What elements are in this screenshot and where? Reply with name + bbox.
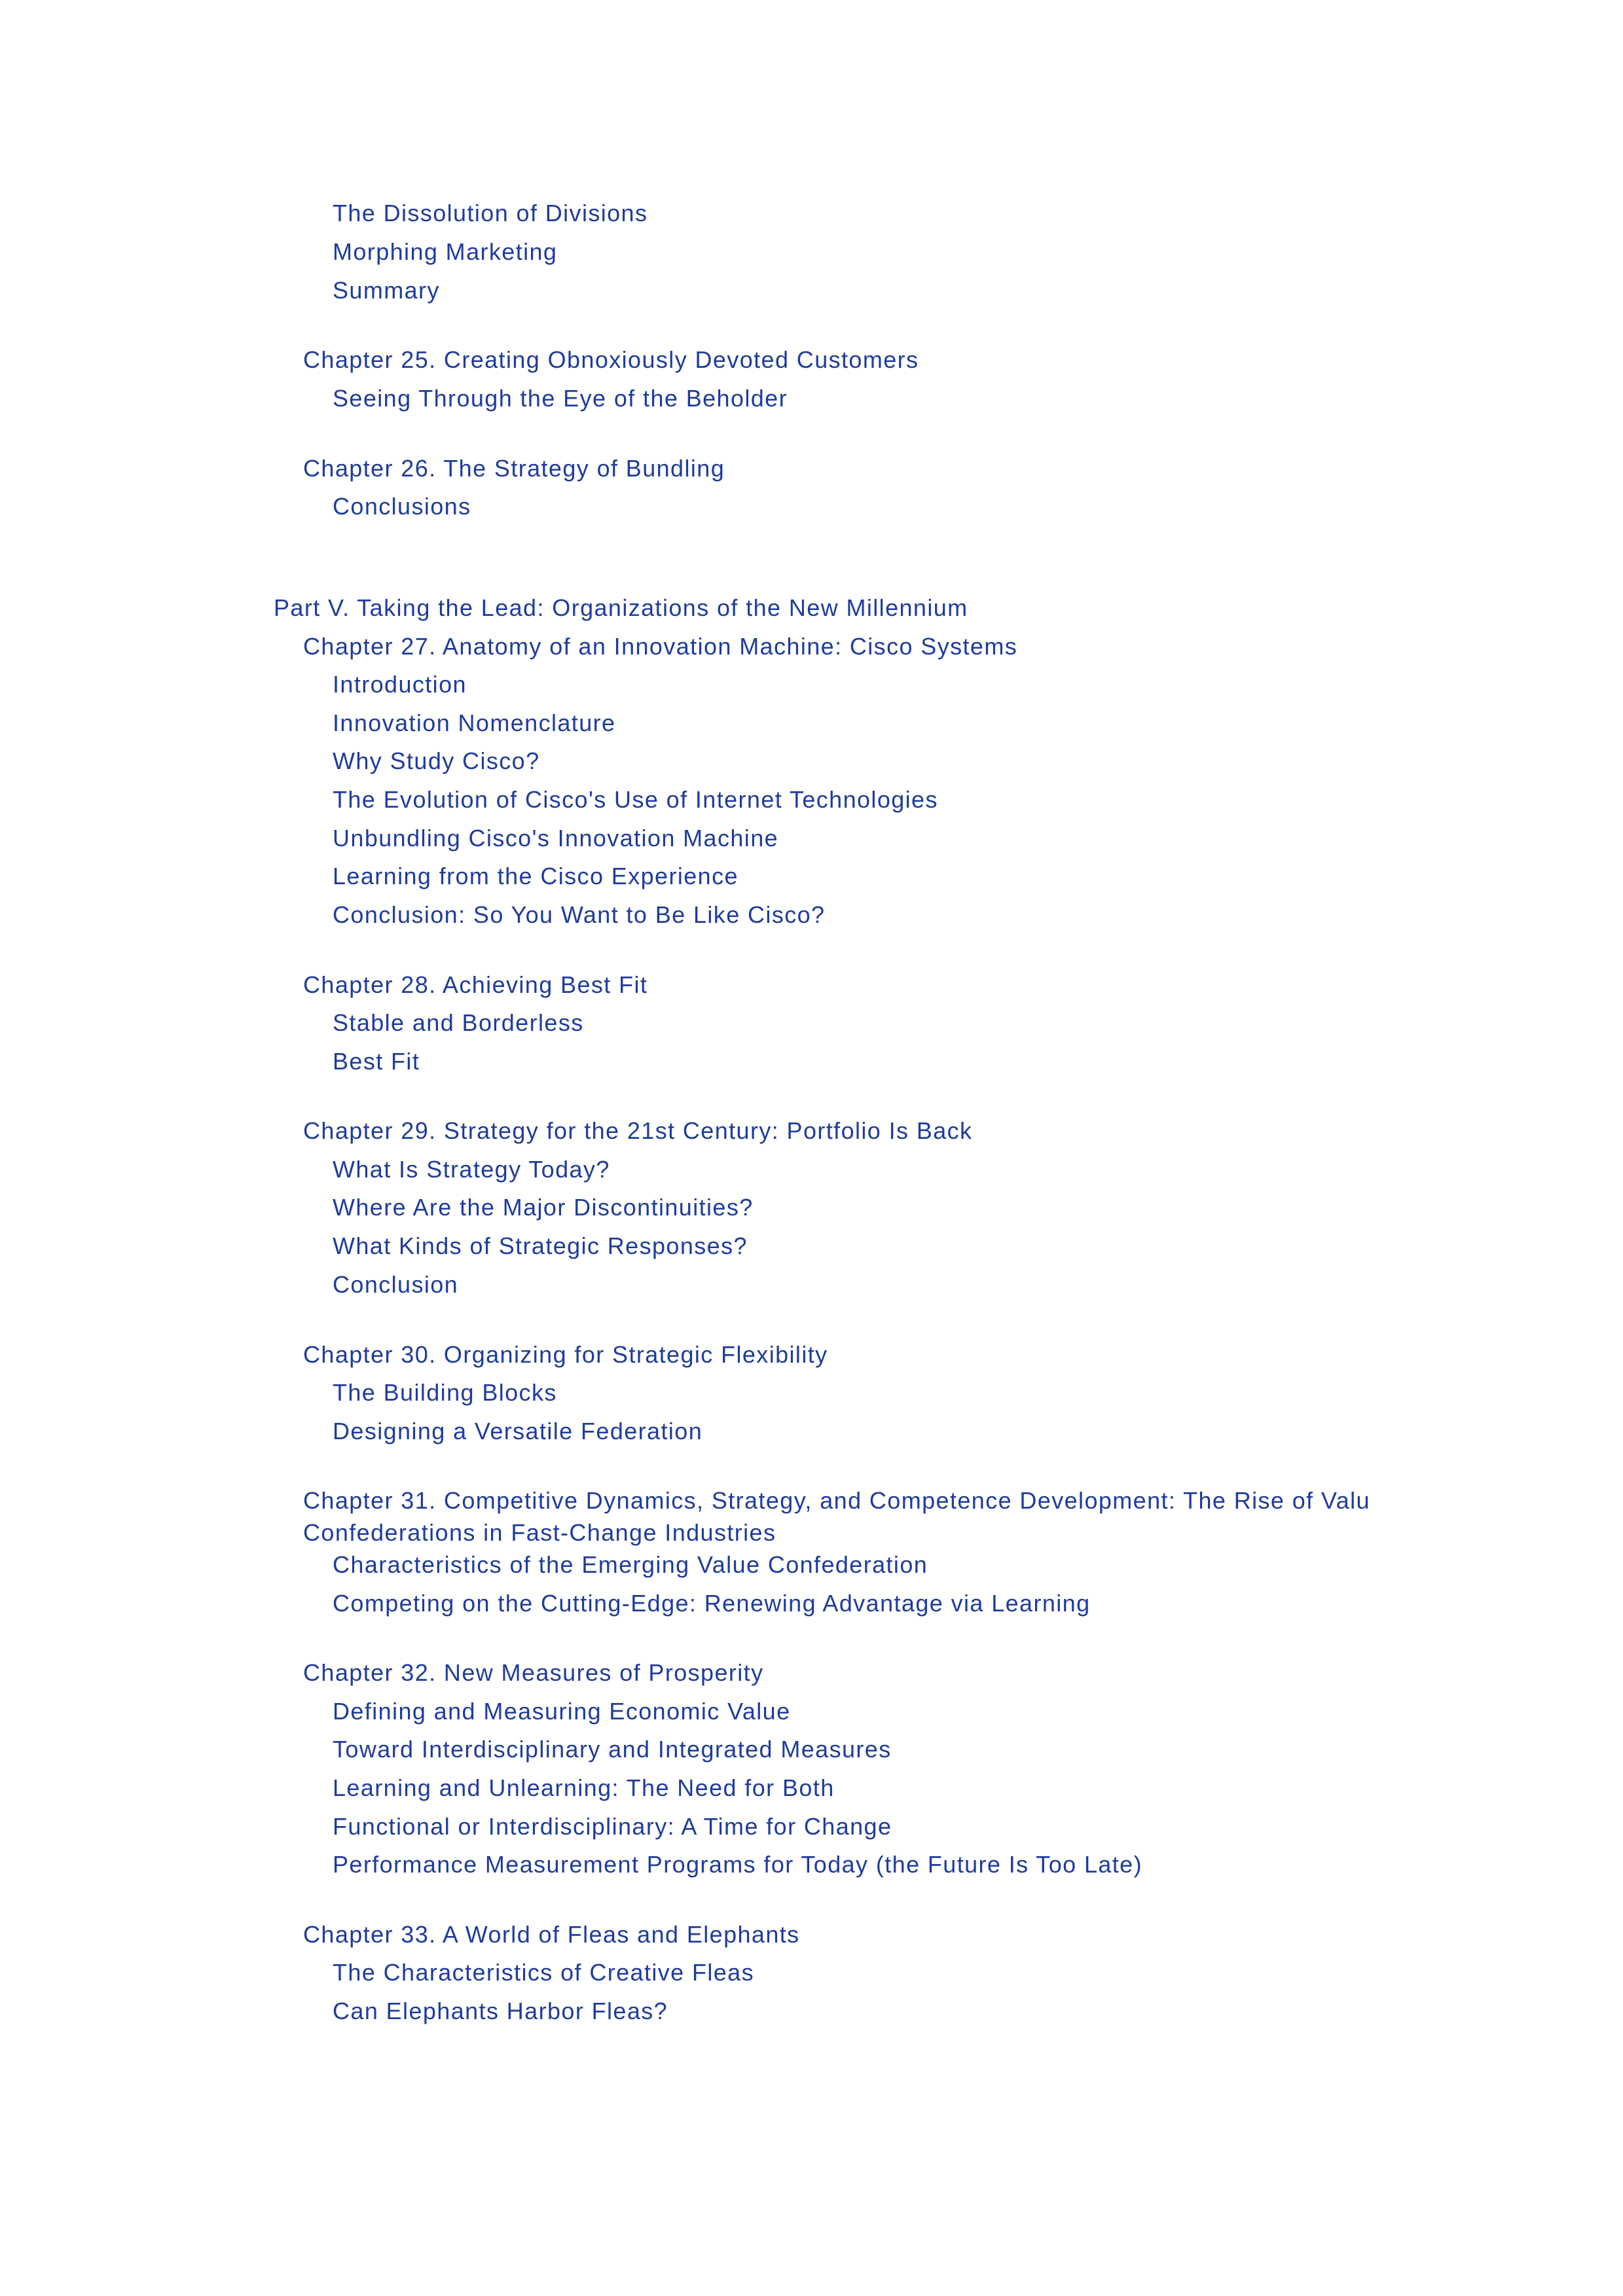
toc-entry-seeing-through-eye[interactable]: Seeing Through the Eye of the Beholder <box>333 385 788 412</box>
toc-entry-learning-from-cisco[interactable]: Learning from the Cisco Experience <box>333 863 739 889</box>
toc-entry-unbundling-cisco[interactable]: Unbundling Cisco's Innovation Machine <box>333 825 779 852</box>
toc-chapter-31-continued[interactable]: Confederations in Fast-Change Industries <box>303 1519 776 1546</box>
toc-chapter-27[interactable]: Chapter 27. Anatomy of an Innovation Machine: Cisco Systems <box>303 633 1018 660</box>
toc-entry-conclusion[interactable]: Conclusion <box>333 1271 459 1298</box>
toc-entry-performance-measurement[interactable]: Performance Measurement Programs for Today (the Future Is Too Late) <box>333 1851 1142 1878</box>
toc-chapter-31[interactable]: Chapter 31. Competitive Dynamics, Strategy, and Competence Development: The Rise of Valu <box>303 1487 1370 1514</box>
toc-entry-learning-unlearning[interactable]: Learning and Unlearning: The Need for Both <box>333 1774 835 1801</box>
toc-chapter-26[interactable]: Chapter 26. The Strategy of Bundling <box>303 455 725 482</box>
toc-entry-stable-borderless[interactable]: Stable and Borderless <box>333 1009 584 1036</box>
toc-entry-strategic-responses[interactable]: What Kinds of Strategic Responses? <box>333 1232 748 1259</box>
toc-entry-evolution-internet-tech[interactable]: The Evolution of Cisco's Use of Internet Technologies <box>333 786 938 813</box>
toc-entry-conclusion-be-like-cisco[interactable]: Conclusion: So You Want to Be Like Cisco? <box>333 901 826 928</box>
toc-entry-cutting-edge[interactable]: Competing on the Cutting-Edge: Renewing Advantage via Learning <box>333 1590 1091 1617</box>
toc-chapter-29[interactable]: Chapter 29. Strategy for the 21st Century: Portfolio Is Back <box>303 1117 973 1144</box>
toc-entry-why-study-cisco[interactable]: Why Study Cisco? <box>333 747 540 774</box>
toc-entry-morphing-marketing[interactable]: Morphing Marketing <box>333 238 558 265</box>
toc-chapter-32[interactable]: Chapter 32. New Measures of Prosperity <box>303 1659 764 1686</box>
toc-entry-economic-value[interactable]: Defining and Measuring Economic Value <box>333 1698 791 1725</box>
toc-entry-strategy-today[interactable]: What Is Strategy Today? <box>333 1156 610 1183</box>
toc-entry-best-fit[interactable]: Best Fit <box>333 1048 420 1075</box>
toc-entry-conclusions[interactable]: Conclusions <box>333 493 471 520</box>
toc-entry-interdisciplinary-measures[interactable]: Toward Interdisciplinary and Integrated Measures <box>333 1736 892 1763</box>
toc-chapter-33[interactable]: Chapter 33. A World of Fleas and Elephants <box>303 1921 800 1948</box>
toc-entry-emerging-value-confederation[interactable]: Characteristics of the Emerging Value Confederation <box>333 1551 928 1578</box>
toc-chapter-28[interactable]: Chapter 28. Achieving Best Fit <box>303 971 648 998</box>
toc-entry-versatile-federation[interactable]: Designing a Versatile Federation <box>333 1418 703 1444</box>
toc-chapter-25[interactable]: Chapter 25. Creating Obnoxiously Devoted Customers <box>303 346 919 373</box>
toc-entry-building-blocks[interactable]: The Building Blocks <box>333 1379 557 1406</box>
toc-entry-elephants-harbor-fleas[interactable]: Can Elephants Harbor Fleas? <box>333 1998 668 2024</box>
toc-entry-creative-fleas[interactable]: The Characteristics of Creative Fleas <box>333 1959 755 1986</box>
toc-entry-introduction[interactable]: Introduction <box>333 671 467 698</box>
toc-chapter-30[interactable]: Chapter 30. Organizing for Strategic Flexibility <box>303 1341 828 1368</box>
toc-entry-time-for-change[interactable]: Functional or Interdisciplinary: A Time for Change <box>333 1813 892 1840</box>
toc-entry-major-discontinuities[interactable]: Where Are the Major Discontinuities? <box>333 1194 754 1221</box>
toc-entry-summary[interactable]: Summary <box>333 277 440 304</box>
toc-entry-innovation-nomenclature[interactable]: Innovation Nomenclature <box>333 709 616 736</box>
toc-entry-dissolution-of-divisions[interactable]: The Dissolution of Divisions <box>333 200 648 226</box>
toc-part-5[interactable]: Part V. Taking the Lead: Organizations of the New Millennium <box>274 594 968 621</box>
